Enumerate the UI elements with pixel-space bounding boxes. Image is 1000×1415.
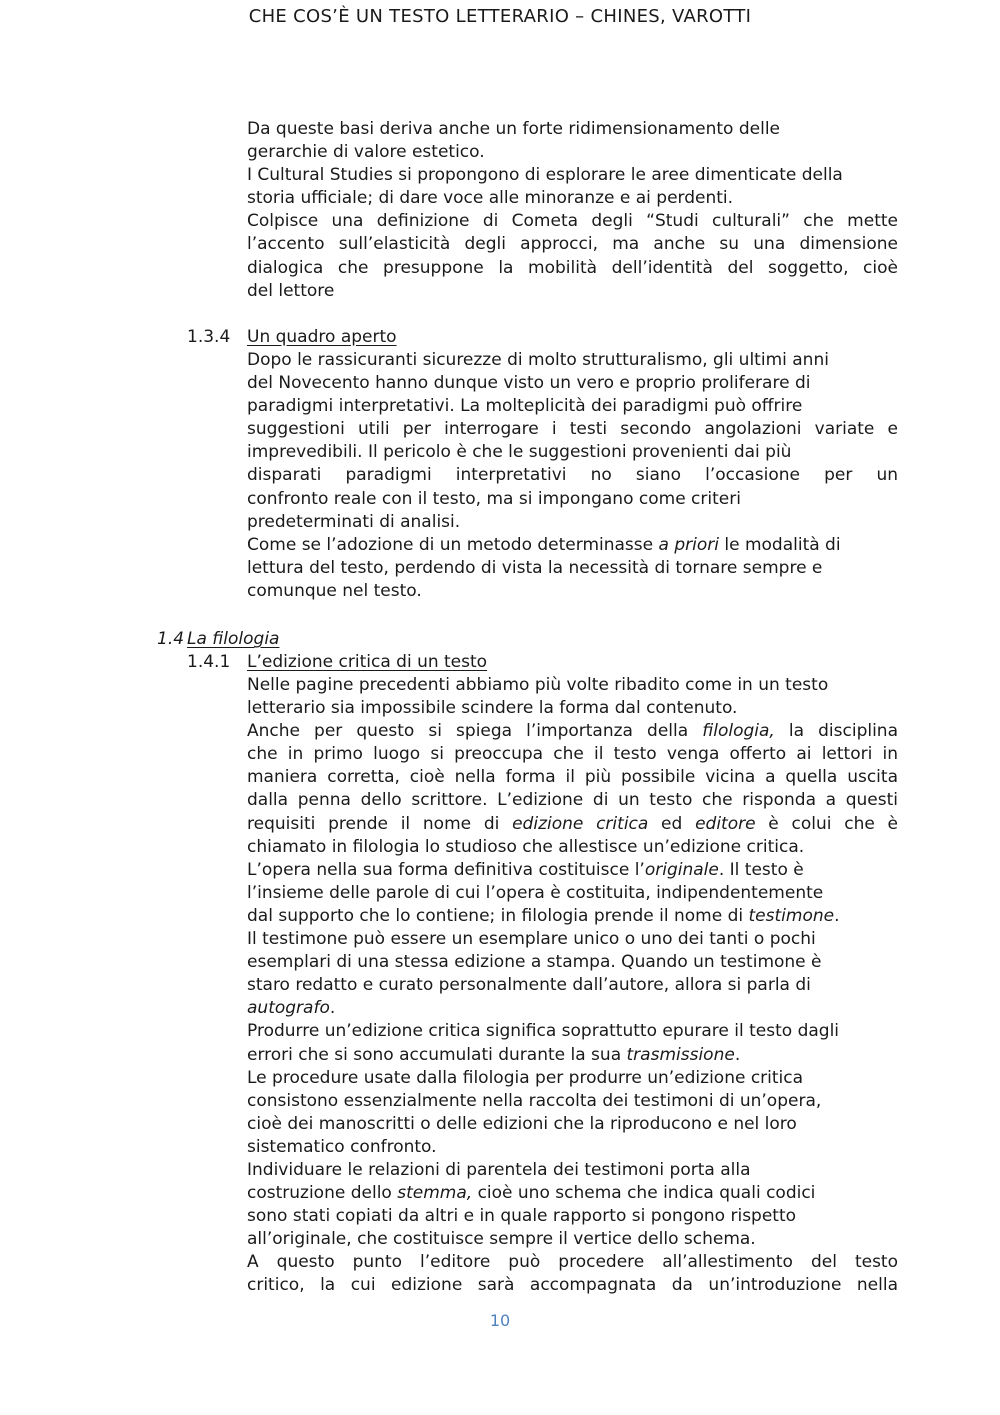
text-run: errori che si sono accumulati durante la sua xyxy=(247,1044,627,1065)
text-run: predeterminati di analisi. xyxy=(247,511,461,532)
text-line xyxy=(247,233,898,256)
text-run: dialogica che presuppone la mobilità dell’identità del soggetto, cioè xyxy=(247,257,898,278)
text-line xyxy=(247,441,898,464)
text-run: . xyxy=(834,905,840,926)
section-1-3-4-body xyxy=(247,349,898,603)
text-run: . xyxy=(329,998,336,1019)
text-run: comunque nel testo. xyxy=(247,580,422,601)
text-run: è colui che è xyxy=(755,813,898,834)
text-run: dal supporto che lo contiene; in filologia prende il nome di xyxy=(247,905,749,926)
text-line xyxy=(247,951,898,974)
text-run: la disciplina xyxy=(774,721,898,742)
text-run: consistono essenzialmente nella raccolta dei testimoni di un’opera, xyxy=(247,1090,822,1111)
text-run: . xyxy=(734,1044,741,1065)
text-run: confronto reale con il testo, ma si impongano come criteri xyxy=(247,488,741,509)
text-run: Individuare le relazioni di parentela dei testimoni porta alla xyxy=(247,1159,751,1180)
text-line xyxy=(247,766,898,789)
text-line xyxy=(247,464,898,487)
text-run: l’insieme delle parole di cui l’opera è costituita, indipendentemente xyxy=(247,882,824,903)
text-line xyxy=(247,395,898,418)
text-line xyxy=(247,813,898,836)
text-line xyxy=(247,1159,898,1182)
text-line xyxy=(247,928,898,951)
text-line xyxy=(247,210,898,233)
section-number-1-3-4: 1.3.4 xyxy=(187,327,231,347)
text-line xyxy=(247,511,898,534)
text-run: paradigmi interpretativi. La molteplicità dei paradigmi può offrire xyxy=(247,396,803,417)
text-line xyxy=(247,1020,898,1043)
text-run: Come se l’adozione di un metodo determinasse xyxy=(247,534,659,555)
text-line xyxy=(247,488,898,511)
text-line xyxy=(247,141,898,164)
text-run: Il testimone può essere un esemplare unico o uno dei tanti o pochi xyxy=(247,929,816,950)
text-run: Colpisce una definizione di Cometa degli “Studi culturali” che mette xyxy=(247,211,898,232)
text-run: lettura del testo, perdendo di vista la necessità di tornare sempre e xyxy=(247,557,823,578)
text-run: le modalità di xyxy=(718,534,841,555)
section-title-un-quadro-aperto: Un quadro aperto xyxy=(247,327,397,347)
text-line xyxy=(247,1274,898,1297)
text-line xyxy=(247,859,898,882)
text-run: Nelle pagine precedenti abbiamo più volte ribadito come in un testo xyxy=(247,675,829,695)
text-line xyxy=(247,557,898,580)
italic-term: editore xyxy=(695,813,756,834)
text-run: . Il testo è xyxy=(718,859,804,880)
section-number-1-4: 1.4 xyxy=(157,629,185,649)
text-line xyxy=(247,118,898,141)
text-line xyxy=(247,1205,898,1228)
text-line xyxy=(247,534,898,557)
text-run: disparati paradigmi interpretativi no siano l’occasione per un xyxy=(247,465,898,486)
text-line xyxy=(247,349,898,372)
text-line xyxy=(247,789,898,812)
text-run: Da queste basi deriva anche un forte ridimensionamento delle xyxy=(247,119,781,139)
section-title-edizione-critica: L’edizione critica di un testo xyxy=(247,652,488,672)
text-line xyxy=(247,164,898,187)
text-run: suggestioni utili per interrogare i testi secondo angolazioni variate e xyxy=(247,419,898,440)
text-run: chiamato in filologia lo studioso che allestisce un’edizione critica. xyxy=(247,836,805,857)
text-line xyxy=(247,257,898,280)
text-run: sono stati copiati da altri e in quale rapporto si pongono rispetto xyxy=(247,1206,797,1227)
section-title-la-filologia: La filologia xyxy=(187,629,280,649)
text-line xyxy=(247,1136,898,1159)
text-line xyxy=(247,1113,898,1136)
text-line xyxy=(247,187,898,210)
text-run: Anche per questo si spiega l’importanza della xyxy=(247,721,703,742)
text-line xyxy=(247,1228,898,1251)
text-run: L’opera nella sua forma definitiva costituisce l’ xyxy=(247,859,645,880)
text-run: costruzione dello xyxy=(247,1183,398,1204)
text-run: l’accento sull’elasticità degli approcci, ma anche su una dimensione xyxy=(247,234,898,255)
text-run: imprevedibili. Il pericolo è che le suggestioni provenienti dai più xyxy=(247,442,792,463)
text-line xyxy=(247,1044,898,1067)
text-line xyxy=(247,1182,898,1205)
text-run: cioè uno schema che indica quali codici xyxy=(472,1183,816,1204)
text-run: dalla penna dello scrittore. L’edizione di un testo che risponda a questi xyxy=(247,790,898,811)
running-header: CHE COS’È UN TESTO LETTERARIO – CHINES, VAROTTI xyxy=(248,6,752,27)
text-line xyxy=(247,1251,898,1274)
text-line xyxy=(247,743,898,766)
text-run: che in primo luogo si preoccupa che il testo venga offerto ai lettori in xyxy=(247,744,898,765)
text-line xyxy=(247,580,898,603)
italic-term: testimone xyxy=(748,905,835,926)
text-run: sistematico confronto. xyxy=(247,1136,437,1157)
text-run: critico, la cui edizione sarà accompagnata da un’introduzione nella xyxy=(247,1275,898,1296)
text-line xyxy=(247,997,898,1020)
text-run: Produrre un’edizione critica significa soprattutto epurare il testo dagli xyxy=(247,1021,840,1042)
text-run: ed xyxy=(648,813,696,834)
text-line xyxy=(247,674,898,697)
text-line xyxy=(247,697,898,720)
intro-paragraphs xyxy=(247,118,898,303)
text-line xyxy=(247,905,898,928)
italic-term: stemma, xyxy=(397,1183,473,1204)
text-run: letterario sia impossibile scindere la forma dal contenuto. xyxy=(247,698,738,719)
text-line xyxy=(247,1090,898,1113)
text-run: staro redatto e curato personalmente dall’autore, allora si parla di xyxy=(247,975,811,996)
italic-term: a priori xyxy=(658,534,719,555)
text-line xyxy=(247,280,898,303)
text-run: cioè dei manoscritti o delle edizioni che la riproducono e nel loro xyxy=(247,1113,797,1134)
text-run: maniera corretta, cioè nella forma il più possibile vicina a quella uscita xyxy=(247,767,898,788)
text-run: Le procedure usate dalla filologia per produrre un’edizione critica xyxy=(247,1067,804,1088)
text-run: del Novecento hanno dunque visto un vero e proprio proliferare di xyxy=(247,373,811,394)
text-line xyxy=(247,372,898,395)
text-line xyxy=(247,1067,898,1090)
text-run: Dopo le rassicuranti sicurezze di molto strutturalismo, gli ultimi anni xyxy=(247,350,829,370)
italic-term: trasmissione xyxy=(626,1044,735,1065)
page-number: 10 xyxy=(489,1311,511,1330)
italic-term: filologia, xyxy=(702,721,775,742)
text-run: I Cultural Studies si propongono di esplorare le aree dimenticate della xyxy=(247,165,843,186)
text-run: A questo punto l’editore può procedere all’allestimento del testo xyxy=(247,1252,898,1273)
text-run: requisiti prende il nome di xyxy=(247,813,513,834)
section-number-1-4-1: 1.4.1 xyxy=(187,652,231,672)
section-1-4-1-body xyxy=(247,674,898,1298)
text-run: esemplari di una stessa edizione a stampa. Quando un testimone è xyxy=(247,952,822,973)
text-line xyxy=(247,418,898,441)
italic-term: originale xyxy=(644,859,719,880)
text-run: all’originale, che costituisce sempre il vertice dello schema. xyxy=(247,1229,756,1250)
text-line xyxy=(247,882,898,905)
text-line xyxy=(247,836,898,859)
text-run: gerarchie di valore estetico. xyxy=(247,142,485,163)
italic-term: autografo xyxy=(247,998,330,1019)
text-line xyxy=(247,720,898,743)
italic-term: edizione critica xyxy=(512,813,649,834)
text-line xyxy=(247,974,898,997)
text-run: storia ufficiale; di dare voce alle minoranze e ai perdenti. xyxy=(247,188,734,209)
text-run: del lettore xyxy=(247,280,335,301)
